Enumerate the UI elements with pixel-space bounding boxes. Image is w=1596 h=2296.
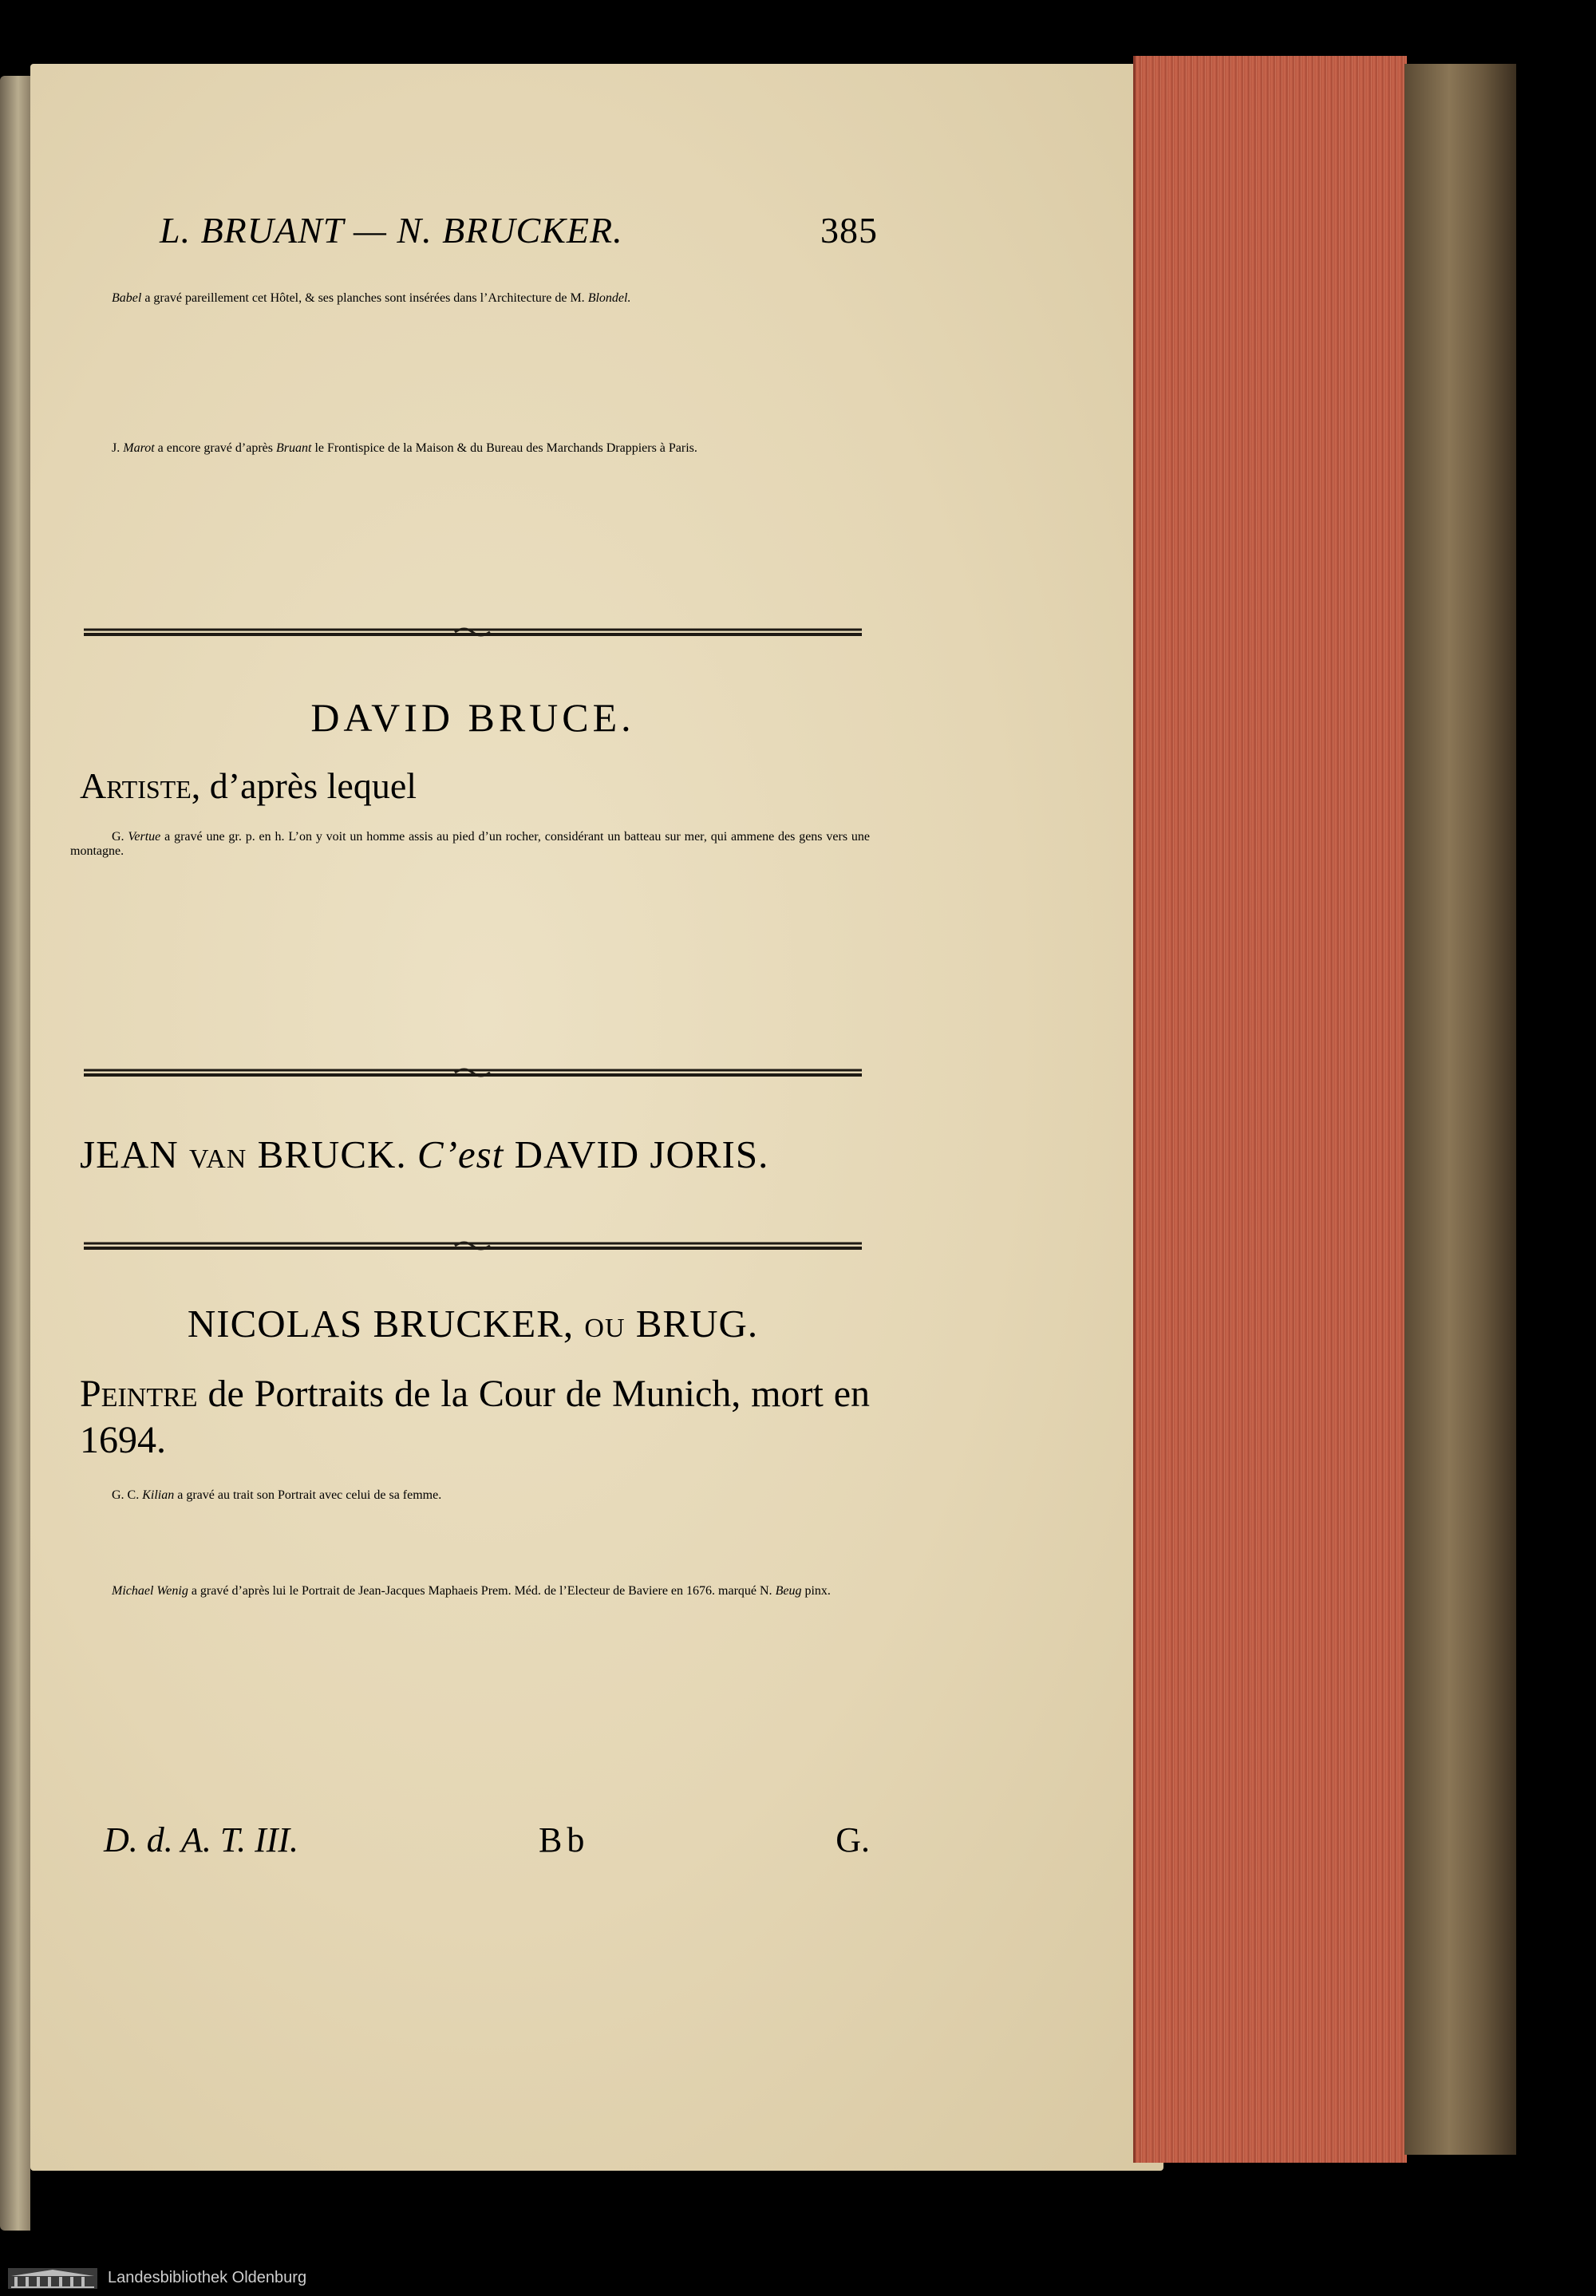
bruck-van: van <box>189 1132 247 1176</box>
marot-mid: a encore gravé d’après <box>154 441 276 455</box>
name-beug: Beug <box>775 1584 802 1598</box>
marot-paragraph <box>112 441 870 456</box>
brucker-ou: ou <box>584 1302 626 1346</box>
brucker-intro-text: de Portraits de la Cour de Munich, mort en 1694. <box>80 1373 870 1461</box>
bruck-name: JEAN <box>80 1132 190 1176</box>
kilian-paragraph <box>112 1488 870 1503</box>
footer-signature: D. d. A. T. III. <box>104 1820 299 1859</box>
engraver-wenig: Michael Wenig <box>112 1584 188 1598</box>
footer-signature-mark: Bb <box>539 1820 590 1859</box>
babel-paragraph-1 <box>112 291 870 306</box>
ornamental-rule-2 <box>80 1066 866 1081</box>
engraver-marot: Marot <box>123 441 155 455</box>
vertue-paragraph <box>70 830 870 859</box>
engraver-kilian: Kilian <box>142 1488 175 1502</box>
bruck-cest: C’est <box>417 1132 504 1176</box>
running-head <box>160 209 878 257</box>
bruck-name2: BRUCK. <box>247 1132 417 1176</box>
book-cover <box>1404 64 1516 2155</box>
left-page-edge <box>0 76 30 2231</box>
artiste-label: Artiste <box>80 765 192 806</box>
bruck-ref: DAVID JORIS. <box>504 1132 769 1176</box>
brucker-intro <box>80 1371 870 1464</box>
heading-jean-van-bruck <box>80 1132 866 1177</box>
wenig-end: pinx. <box>801 1584 831 1598</box>
heading-david-bruce: DAVID BRUCE. <box>310 695 635 740</box>
vertue-text: a gravé une gr. p. en h. L’on y voit un homme assis au pied d’un rocher, considérant un batteau sur mer, qui ammene des gens vers une montagne. <box>70 830 870 858</box>
page-number: 385 <box>820 210 878 251</box>
running-head-title: L. BRUANT — N. BRUCKER. <box>160 210 623 251</box>
kilian-text: a gravé au trait son Portrait avec celui de sa femme. <box>174 1488 442 1502</box>
page-stack-edges <box>1133 56 1407 2163</box>
page-footer <box>104 1820 870 1867</box>
name-blondel: Blondel. <box>587 291 631 305</box>
footer-catchword: G. <box>836 1820 870 1859</box>
engraver-babel: Babel <box>112 291 142 305</box>
library-bar <box>0 2258 1596 2296</box>
marot-rest: le Frontispice de la Maison & du Bureau des Marchands Drappiers à Paris. <box>311 441 697 455</box>
kilian-initial: G. C. <box>112 1488 143 1502</box>
library-building-icon <box>8 2268 97 2289</box>
library-name: Landesbibliothek Oldenburg <box>108 2269 307 2286</box>
brucker-heading-a: NICOLAS BRUCKER, <box>187 1302 585 1346</box>
engraver-vertue: Vertue <box>128 830 161 844</box>
name-bruant: Bruant <box>276 441 312 455</box>
ornamental-rule-1 <box>80 626 866 640</box>
wenig-text: a gravé d’après lui le Portrait de Jean-Jacques Maphaeis Prem. Méd. de l’Electeur de Baviere en 1676. marqué N. <box>188 1584 776 1598</box>
brucker-heading-b: BRUG. <box>625 1302 759 1346</box>
heading-nicolas-brucker <box>80 1301 866 1346</box>
vertue-initial: G. <box>112 830 128 844</box>
babel-text: a gravé pareillement cet Hôtel, & ses planches sont insérées dans l’Architecture de M. <box>141 291 588 305</box>
bruce-intro-text: , d’après lequel <box>191 765 417 806</box>
bruce-intro <box>80 765 870 807</box>
wenig-paragraph <box>112 1584 870 1599</box>
marot-initial: J. <box>112 441 124 455</box>
peintre-label: Peintre <box>80 1373 198 1415</box>
ornamental-rule-3 <box>80 1239 866 1254</box>
